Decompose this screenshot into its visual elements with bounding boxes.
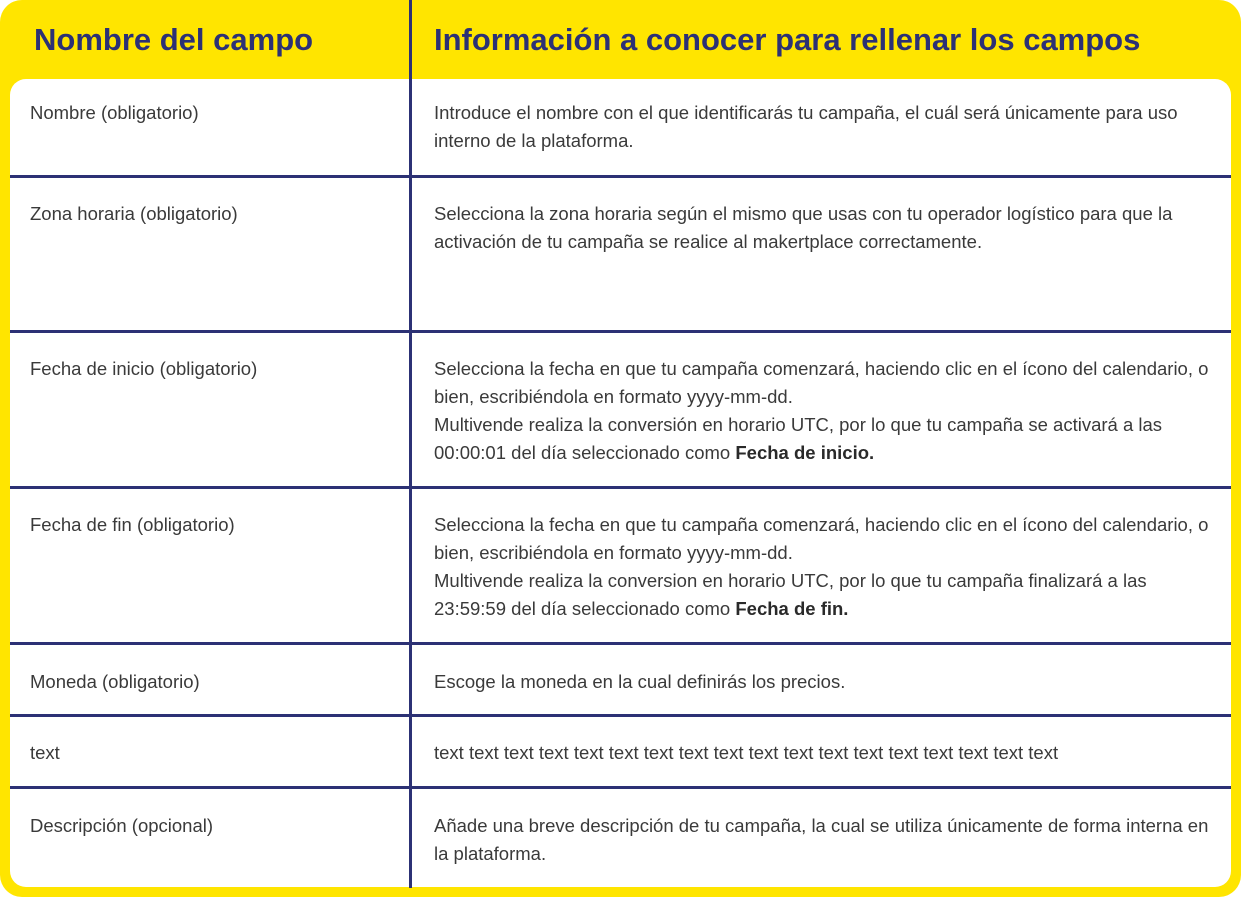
- column-divider: [409, 0, 412, 888]
- field-name-text: text: [30, 742, 60, 763]
- row-divider: [10, 175, 1231, 178]
- field-name-fecha-fin: Fecha de fin (obligatorio): [30, 514, 235, 535]
- info-bold-text: Fecha de inicio.: [735, 442, 875, 463]
- field-name-moneda: Moneda (obligatorio): [30, 671, 200, 692]
- field-info-fecha-inicio: [434, 355, 1214, 467]
- field-info-fecha-fin: [434, 511, 1214, 623]
- info-text: Multivende realiza la conversión en horario UTC, por lo que tu campaña se activará a las 00:00:01 del día seleccionado como: [434, 414, 1163, 463]
- row-divider: [10, 642, 1231, 645]
- info-paragraph: [434, 411, 1214, 467]
- info-bold-text: Fecha de fin.: [735, 598, 849, 619]
- field-info-text: text text text text text text text text text text text text text text text text text text: [434, 742, 1059, 763]
- header-field-info: Información a conocer para rellenar los campos: [434, 22, 1141, 57]
- table-header: [0, 0, 1241, 79]
- field-info-moneda: Escoge la moneda en la cual definirás los precios.: [434, 671, 846, 692]
- field-name-nombre: Nombre (obligatorio): [30, 102, 199, 123]
- header-field-name: Nombre del campo: [34, 22, 314, 57]
- row-divider: [10, 486, 1231, 489]
- field-info-descripcion: Añade una breve descripción de tu campaña, la cual se utiliza únicamente de forma interna en la plataforma.: [434, 815, 1209, 864]
- info-paragraph: Selecciona la fecha en que tu campaña comenzará, haciendo clic en el ícono del calendario, o bien, escribiéndola en formato yyyy-mm-dd.: [434, 358, 1209, 407]
- info-paragraph: [434, 567, 1214, 623]
- row-divider: [10, 714, 1231, 717]
- field-info-nombre: Introduce el nombre con el que identificarás tu campaña, el cuál será únicamente para uso interno de la plataforma.: [434, 102, 1178, 151]
- info-text: Multivende realiza la conversion en horario UTC, por lo que tu campaña finalizará a las 23:59:59 del día seleccionado como: [434, 570, 1147, 619]
- info-paragraph: Selecciona la fecha en que tu campaña comenzará, haciendo clic en el ícono del calendario, o bien, escribiéndola en formato yyyy-mm-dd.: [434, 514, 1209, 563]
- field-name-descripcion: Descripción (opcional): [30, 815, 214, 836]
- field-name-zona-horaria: Zona horaria (obligatorio): [30, 203, 238, 224]
- row-divider: [10, 330, 1231, 333]
- field-name-fecha-inicio: Fecha de inicio (obligatorio): [30, 358, 258, 379]
- field-info-zona-horaria: Selecciona la zona horaria según el mismo que usas con tu operador logístico para que la activación de tu campaña se realice al makertplace correctamente.: [434, 203, 1173, 252]
- row-divider: [10, 786, 1231, 789]
